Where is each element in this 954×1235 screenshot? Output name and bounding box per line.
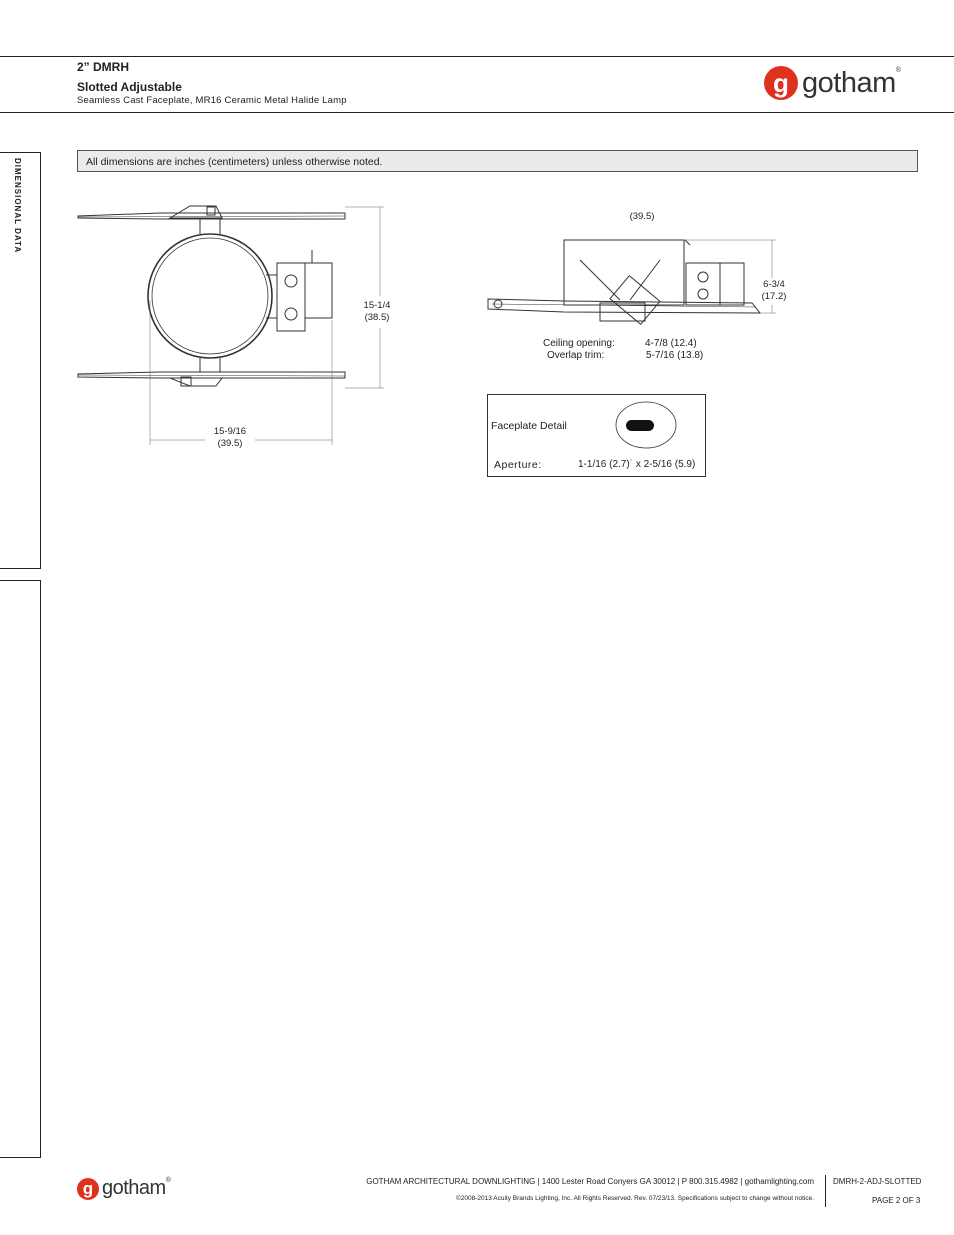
housing-box — [564, 240, 684, 305]
ceiling-opening-value: 4-7/8 (12.4) — [645, 338, 697, 349]
side-tab-label: DIMENSIONAL DATA — [13, 158, 22, 254]
aperture-label: Aperture: — [494, 459, 542, 471]
footer-copyright: ©2008-2013 Acuity Brands Lighting, Inc. All Rights Reserved. Rev. 07/23/13. Specifications subject to change without notice. — [455, 1195, 814, 1202]
ceiling-opening-label: Ceiling opening: — [543, 338, 615, 349]
footer-page-number: PAGE 2 OF 3 — [872, 1196, 921, 1205]
product-subtitle: Slotted Adjustable — [77, 80, 182, 94]
dimension-note: All dimensions are inches (centimeters) unless otherwise noted. — [77, 150, 918, 172]
plan-height-cm: (38.5) — [364, 312, 390, 323]
gotham-wordmark: gotham® — [802, 66, 901, 99]
side-width-cm: (39.5) — [629, 211, 655, 222]
plan-width-inches: 15-9/16 — [213, 426, 247, 437]
side-height-dimension — [752, 279, 796, 303]
footer-gotham-logo — [77, 1177, 170, 1200]
plan-height-inches: 15-1/4 — [363, 300, 391, 311]
footer-gotham-g-icon: g — [77, 1178, 99, 1200]
plan-width-cm: (39.5) — [217, 438, 243, 449]
side-height-cm: (17.2) — [761, 291, 787, 302]
footer-doc-code: DMRH-2-ADJ-SLOTTED — [833, 1177, 922, 1186]
footer-address: GOTHAM ARCHITECTURAL DOWNLIGHTING | 1400 Lester Road Conyers GA 30012 | P 800.315.4982 | gothamlighting.com — [366, 1177, 814, 1186]
lamp-socket — [610, 276, 660, 325]
aperture-value: 1-1/16 (2.7)˙ x 2-5/16 (5.9) — [578, 459, 696, 470]
faceplate-detail-box — [487, 394, 706, 477]
gotham-g-icon: g — [764, 66, 798, 100]
faceplate-detail-title: Faceplate Detail — [491, 420, 567, 432]
footer-divider — [825, 1175, 826, 1207]
overlap-trim-label: Overlap trim: — [547, 350, 605, 361]
side-height-inches: 6-3/4 — [763, 279, 785, 290]
product-title: 2” DMRH — [77, 60, 130, 74]
overlap-trim-value: 5-7/16 (13.8) — [646, 350, 704, 361]
product-description: Seamless Cast Faceplate, MR16 Ceramic Metal Halide Lamp — [77, 95, 347, 106]
faceplate-aperture-illustration — [615, 401, 679, 449]
footer-gotham-wordmark: gotham® — [102, 1177, 171, 1199]
